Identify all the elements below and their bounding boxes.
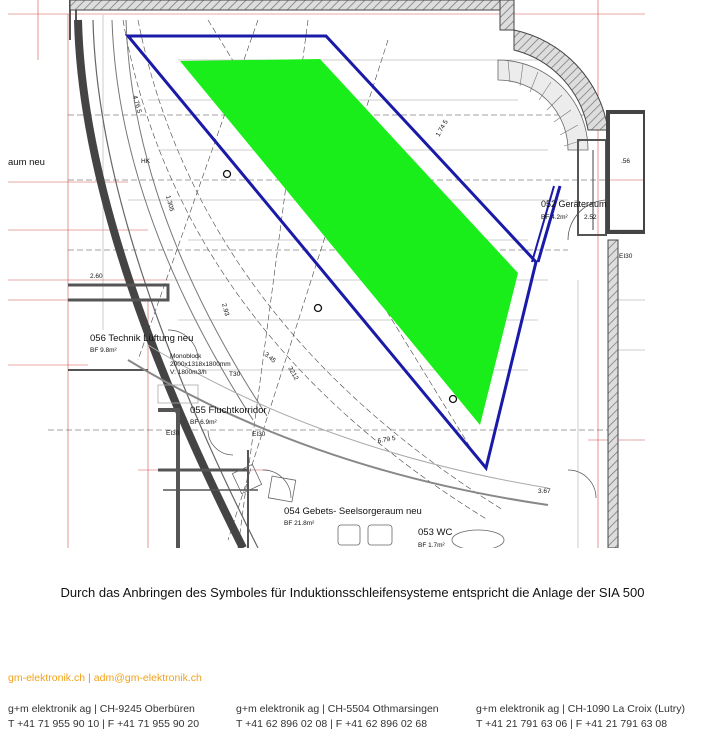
dim-252: 2.52: [584, 214, 597, 221]
room-052-area: BF 4.2m²: [541, 214, 568, 221]
dim-1745: 1.74 5: [434, 118, 450, 138]
room-053-area: BF 1.7m²: [418, 542, 445, 548]
office-othmarsingen: [236, 702, 439, 732]
monoblock-dims: 2000x1318x1800mm: [170, 361, 231, 368]
office-address: g+m elektronik ag | CH-5504 Othmarsingen: [236, 703, 439, 715]
dim-260: 2.60: [90, 273, 103, 280]
room-055-area: BF 6.9m²: [190, 419, 217, 426]
induction-loop-lead-2: [532, 186, 554, 262]
induction-loop-lead: [538, 186, 560, 262]
dim-1305: 1.305: [164, 194, 176, 213]
room-labels: [8, 157, 607, 548]
room-054-name: 054 Gebets- Seelsorgeraum neu: [284, 506, 422, 517]
office-phone: T +41 71 955 90 10 | F +41 71 955 90 20: [8, 718, 200, 730]
v056-label: .56: [621, 158, 631, 165]
t30-label: T30: [229, 371, 241, 378]
ei30-label-c: EI30: [252, 431, 266, 438]
office-phone: T +41 21 791 63 06 | F +41 21 791 63 08: [476, 718, 668, 730]
monoblock-label: Monoblock: [170, 353, 202, 360]
office-la-croix: [476, 702, 685, 732]
dim-679: 6.79 5: [377, 434, 397, 445]
floor-plan: [8, 0, 645, 548]
link-separator: |: [88, 672, 91, 684]
room-052-name: 052 Geräteraum: [541, 199, 607, 209]
floor-plan-drawing: [8, 0, 645, 548]
dim-293: 2.93: [220, 302, 231, 317]
room-055-name: 055 Fluchtkorridor: [190, 405, 267, 416]
caption-text: Durch das Anbringen des Symboles für Induktionsschleifensysteme entspricht die Anlage der SIA 500: [60, 585, 645, 600]
office-oberbueren: [8, 702, 199, 732]
office-address: g+m elektronik ag | CH-1090 La Croix (Lutry): [476, 703, 686, 715]
email-link[interactable]: adm@gm-elektronik.ch: [93, 672, 202, 684]
website-link[interactable]: gm-elektronik.ch: [8, 672, 86, 684]
room-054-area: BF 21.8m²: [284, 520, 315, 527]
hk-label: HK: [141, 158, 151, 165]
room-056-name: 056 Technik Lüftung neu: [90, 333, 194, 344]
room-056-area: BF 9.8m²: [90, 347, 117, 354]
footer-links: [8, 672, 202, 684]
room-057-name: aum neu: [8, 157, 45, 168]
dim-476: 4.76 5: [131, 94, 143, 114]
room-053-name: 053 WC: [418, 527, 453, 538]
dim-367: 3.67: [538, 488, 551, 495]
ei30-label-b: EI30: [166, 430, 180, 437]
office-phone: T +41 62 896 02 08 | F +41 62 896 02 68: [236, 718, 428, 730]
office-address: g+m elektronik ag | CH-9245 Oberbüren: [8, 703, 195, 715]
dim-3212: 3212: [286, 365, 300, 382]
ei30-label-a: EI30: [619, 253, 633, 260]
dim-345: 3.45: [262, 351, 277, 365]
monoblock-flow: V: 1800m3/h: [170, 369, 207, 376]
